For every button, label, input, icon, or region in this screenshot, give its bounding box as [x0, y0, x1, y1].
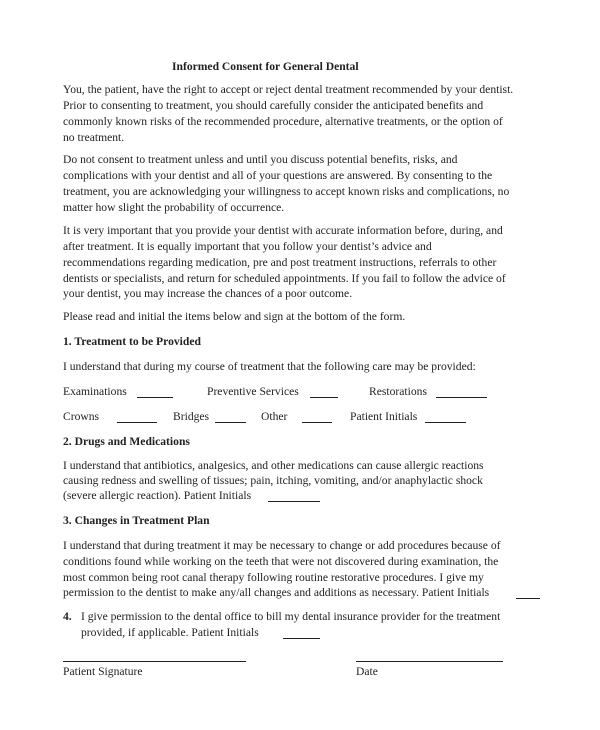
- care-item-label: Examinations: [63, 385, 127, 398]
- date-label: Date: [356, 665, 378, 678]
- paragraph-line: matter how slight the probability of occurrence.: [63, 201, 285, 214]
- paragraph-line: It is very important that you provide your dentist with accurate information before, during, and: [63, 224, 503, 237]
- care-item-label: Restorations: [369, 385, 427, 398]
- paragraph-line: commonly known risks of the recommended procedure, alternative treatments, or the option of: [63, 115, 503, 128]
- care-item-blank[interactable]: [436, 397, 487, 398]
- section-heading: 1. Treatment to be Provided: [63, 335, 201, 348]
- paragraph-line: Do not consent to treatment unless and until you discuss potential benefits, risks, and: [63, 153, 458, 166]
- paragraph-line: You, the patient, have the right to accept or reject dental treatment recommended by your dentist.: [63, 83, 514, 96]
- section-heading: 3. Changes in Treatment Plan: [63, 514, 210, 527]
- care-item-blank[interactable]: [310, 397, 338, 398]
- paragraph-line: Please read and initial the items below and sign at the bottom of the form.: [63, 310, 406, 323]
- care-item-label: Preventive Services: [207, 385, 299, 398]
- paragraph-line: treatment, you are acknowledging your willingness to accept known risks and complications, no: [63, 185, 510, 198]
- paragraph-line: I understand that antibiotics, analgesics, and other medications can cause allergic reactions: [63, 459, 484, 472]
- paragraph-line: I give permission to the dental office to bill my dental insurance provider for the treatment: [81, 610, 501, 623]
- paragraph-line: your dentist, you may increase the chances of a poor outcome.: [63, 287, 353, 300]
- care-item-blank[interactable]: [302, 422, 332, 423]
- paragraph-line: permission to the dentist to make any/all changes and additions as necessary. Patient Initials: [63, 586, 490, 599]
- signature-label: Patient Signature: [63, 665, 143, 678]
- care-item-label: Crowns: [63, 410, 100, 423]
- paragraph-line: provided, if applicable. Patient Initials: [81, 626, 259, 639]
- initials-blank[interactable]: [516, 598, 540, 599]
- paragraph-line: recommendations regarding medication, pre and post treatment instructions, referrals to other: [63, 256, 497, 269]
- care-item-label: Patient Initials: [350, 410, 418, 423]
- paragraph-line: Prior to consenting to treatment, you should carefully consider the anticipated benefits and: [63, 99, 484, 112]
- paragraph-line: complications with your dentist and all of your questions are answered. By consenting to the: [63, 169, 493, 182]
- paragraph-line: (severe allergic reaction). Patient Initials: [63, 489, 252, 502]
- care-item-label: Bridges: [173, 410, 210, 423]
- paragraph-line: I understand that during treatment it may be necessary to change or add procedures because of: [63, 539, 501, 552]
- initials-blank[interactable]: [283, 638, 320, 639]
- date-line[interactable]: [356, 661, 503, 662]
- paragraph-line: causing redness and swelling of tissues; pain, itching, vomiting, and/or anaphylactic shock: [63, 474, 483, 487]
- care-item-blank[interactable]: [137, 397, 173, 398]
- care-item-blank[interactable]: [215, 422, 246, 423]
- paragraph-line: I understand that during my course of treatment that the following care may be provided:: [63, 360, 476, 373]
- paragraph-line: no treatment.: [63, 131, 125, 144]
- paragraph-line: conditions found while working on the teeth that were not discovered during examination, the: [63, 555, 499, 568]
- item-number: 4.: [63, 610, 72, 623]
- paragraph-line: dentists or specialists, and return for scheduled appointments. If you fail to follow the advice of: [63, 272, 506, 285]
- section-heading: 2. Drugs and Medications: [63, 435, 190, 448]
- initials-blank[interactable]: [268, 501, 320, 502]
- care-item-label: Other: [261, 410, 288, 423]
- paragraph-line: most common being root canal therapy following routine restorative procedures. I give my: [63, 571, 484, 584]
- care-item-blank[interactable]: [117, 422, 157, 423]
- document-title: Informed Consent for General Dental: [172, 60, 359, 73]
- signature-line[interactable]: [63, 661, 246, 662]
- care-item-blank[interactable]: [425, 422, 466, 423]
- paragraph-line: after treatment. It is equally important that you follow your dentist’s advice and: [63, 240, 432, 253]
